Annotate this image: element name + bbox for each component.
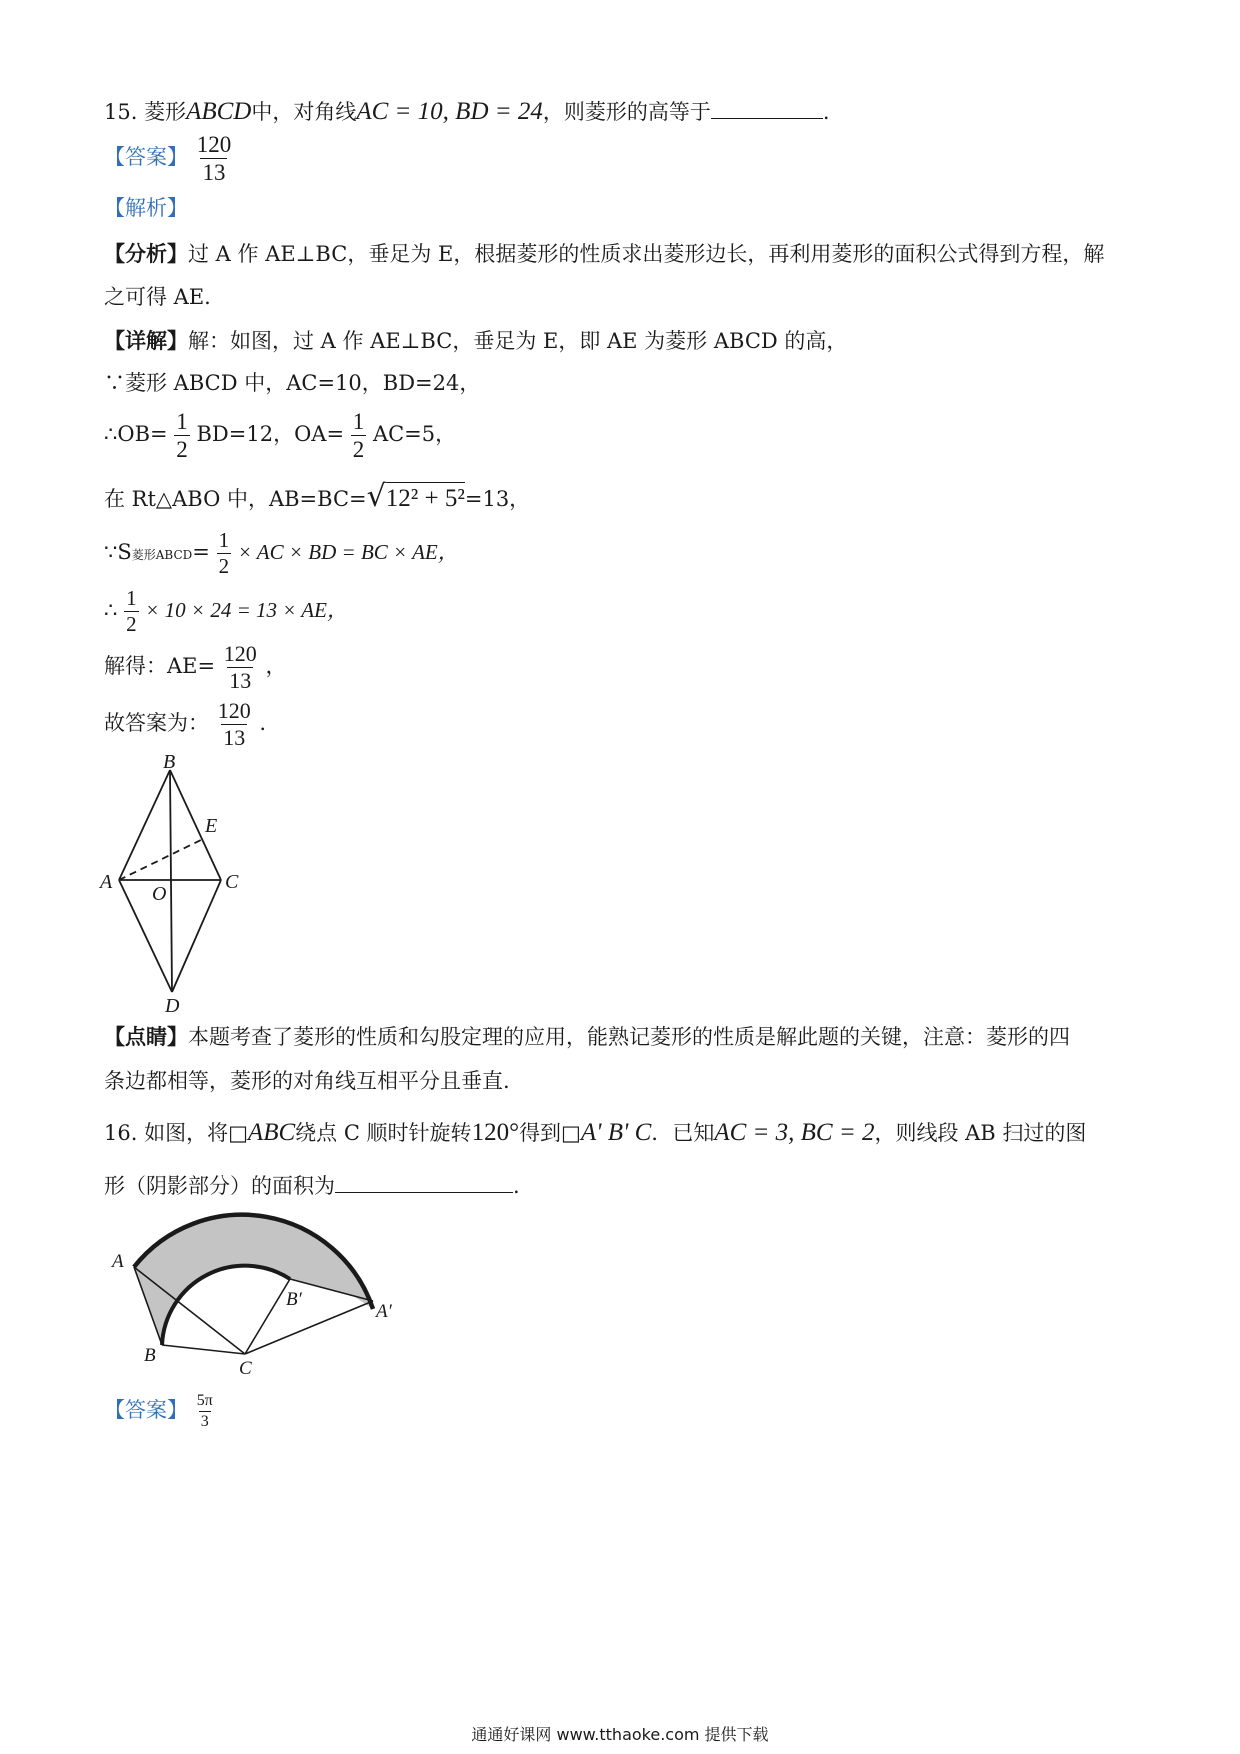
label-e: E — [205, 815, 218, 837]
segment-bc — [162, 1345, 245, 1354]
q15-xiangjie-line1: 【详解】解：如图，过 A 作 AE⊥BC，垂足为 E，即 AE 为菱形 ABCD 的高， — [104, 328, 848, 353]
label-a: A — [112, 1251, 124, 1272]
answer-fraction: $\frac{120}{13}$ — [196, 132, 232, 185]
side-cd — [172, 880, 221, 992]
q16-answer: 【答案】 $\frac{5\pi}{3}$ — [104, 1392, 213, 1430]
q15-stem: 15. 菱形ABCD中，对角线AC = 10, BD = 24，则菱形的高等于 . — [104, 98, 830, 125]
label-b: B — [163, 751, 176, 773]
radicand: 12² + 5² — [386, 482, 465, 512]
label-o: O — [152, 883, 167, 905]
half-fraction: $\frac{1}{2}$ — [126, 586, 137, 636]
label-c: C — [239, 1358, 252, 1379]
q15-dianjing-line1: 【点睛】本题考查了菱形的性质和勾股定理的应用，能熟记菱形的性质是解此题的关键，注意：菱形的四 — [104, 1024, 1070, 1049]
rhombus-figure — [95, 750, 275, 1020]
q15-xiangjie-line3: ∴OB= $\frac{1}{2}$ BD=12，OA= $\frac{1}{2}$ AC=5， — [104, 409, 457, 462]
segment-ca-prime — [245, 1301, 373, 1354]
q15-xiangjie-line5: ∵S菱形ABCD= $\frac{1}{2}$ × AC × BD = BC × AE， — [104, 528, 459, 578]
answer-blank[interactable] — [335, 1172, 513, 1193]
label-b: B — [144, 1345, 156, 1366]
half-fraction: $\frac{1}{2}$ — [176, 409, 188, 462]
height-ae — [119, 838, 205, 880]
analysis-tag: 【解析】 — [104, 196, 188, 220]
result-fraction: $\frac{120}{13}$ — [223, 641, 257, 693]
side-ab — [119, 770, 170, 880]
q15-xiangjie-line6: ∴ $\frac{1}{2}$ × 10 × 24 = 13 × AE， — [104, 586, 348, 636]
segment-cb-prime — [245, 1279, 290, 1354]
label-c: C — [225, 871, 239, 893]
label-d: D — [165, 995, 180, 1017]
q15-answer: 【答案】 $\frac{120}{13}$ — [104, 132, 232, 185]
half-fraction: $\frac{1}{2}$ — [352, 409, 365, 462]
sqrt-sign: √ — [366, 479, 386, 514]
q15-fenxi-line2: 之可得 AE. — [104, 285, 211, 309]
q15-xiangjie-line8: 故答案为： $\frac{120}{13}$ . — [104, 698, 267, 750]
q16-stem-line1: 16. 如图，将□ABC绕点 C 顺时针旋转120°得到□A' B' C．已知AC = 3, BC = 2，则线段 AB 扫过的图 — [104, 1119, 1087, 1146]
q16-stem-line2: 形（阴影部分）的面积为 . — [104, 1174, 520, 1198]
q15-xiangjie-line4: 在 Rt△ABO 中，AB=BC=√12² + 5²=13， — [104, 479, 531, 514]
page-footer: 通通好课网 www.tthaoke.com 提供下载 — [471, 1725, 769, 1744]
label-a: A — [100, 871, 113, 893]
q15-dianjing-line2: 条边都相等，菱形的对角线互相平分且垂直. — [104, 1069, 510, 1093]
diagonal-bd — [170, 770, 172, 992]
rotation-figure — [100, 1195, 420, 1385]
q15-fenxi-line1: 【分析】过 A 作 AE⊥BC，垂足为 E，根据菱形的性质求出菱形边长，再利用菱形的面积公式得到方程，解 — [104, 241, 1105, 266]
label-a-prime: A′ — [376, 1301, 392, 1322]
q15-xiangjie-line2: ∵菱形 ABCD 中，AC=10，BD=24， — [104, 371, 481, 395]
result-fraction: $\frac{120}{13}$ — [217, 698, 251, 750]
q15-xiangjie-line7: 解得：AE= $\frac{120}{13}$ ， — [104, 641, 287, 693]
half-fraction: $\frac{1}{2}$ — [218, 528, 230, 578]
answer-fraction: $\frac{5\pi}{3}$ — [196, 1392, 213, 1430]
label-b-prime: B′ — [286, 1289, 302, 1310]
answer-blank[interactable] — [711, 98, 823, 119]
